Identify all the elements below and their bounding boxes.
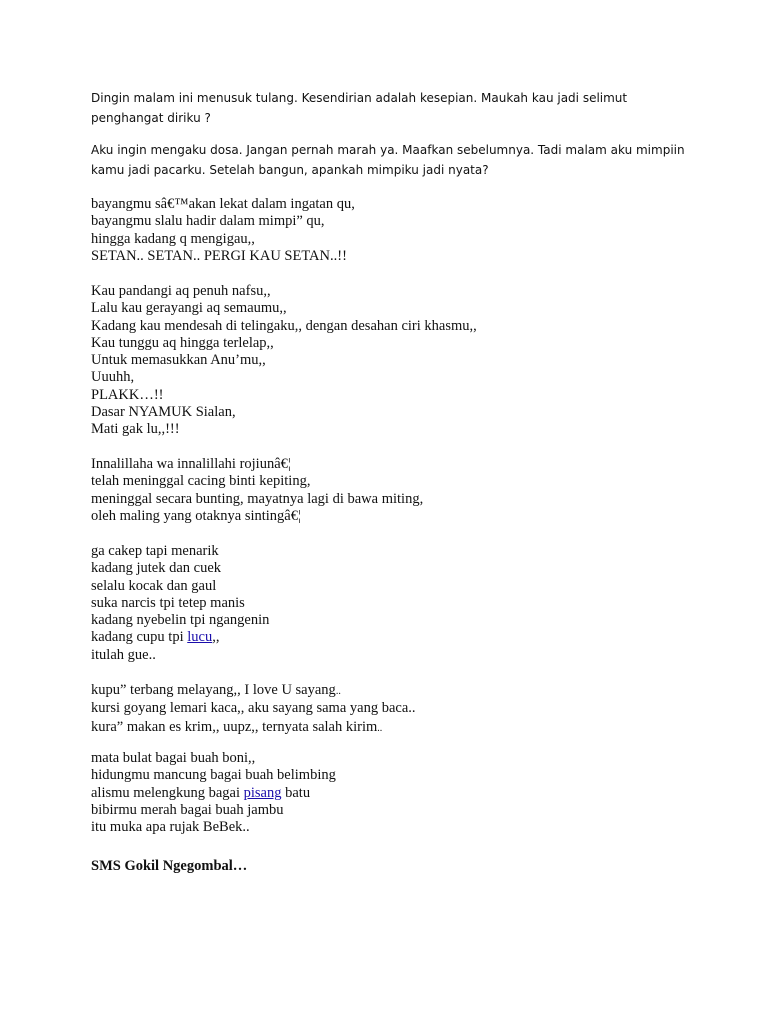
poem-line: bayangmu sâ€™akan lekat dalam ingatan qu, xyxy=(91,196,355,212)
intro-paragraph-2: Aku ingin mengaku dosa. Jangan pernah marah ya. Maafkan sebelumnya. Tadi malam aku mimpiin kamu jadi pacarku. Setelah bangun, apankah mimpiku jadi nyata? xyxy=(91,143,685,177)
pisang-link[interactable]: pisang xyxy=(243,784,282,801)
poem-line-with-link xyxy=(91,785,731,802)
poem-line xyxy=(91,682,731,700)
poem-line-tail: .. xyxy=(335,686,341,697)
poem-line-suffix: batu xyxy=(281,784,311,801)
poem-line-text: kupu” terbang melayang,, I love U sayang xyxy=(91,682,336,698)
stanza-6 xyxy=(91,750,731,836)
poem-line: telah meninggal cacing binti kepiting, xyxy=(91,473,311,490)
intro-paragraph-1: Dingin malam ini menusuk tulang. Kesendirian adalah kesepian. Maukah kau jadi selimut penghangat diriku ? xyxy=(91,91,628,125)
stanza-2 xyxy=(91,283,731,439)
poem-line: hidungmu mancung bagai buah belimbing xyxy=(91,767,336,784)
poem-line xyxy=(91,719,731,737)
poem-line: Innalillaha wa innalillahi rojiunâ€¦ xyxy=(91,456,291,472)
stanza-1 xyxy=(91,196,731,265)
poem-line-text: kura” makan es krim,, uupz,, ternyata salah kirim xyxy=(91,718,378,735)
poem-line: kadang nyebelin tpi ngangenin xyxy=(91,612,270,629)
poem-line: Uuuhh, xyxy=(91,369,135,386)
poem-line-prefix: kadang cupu tpi xyxy=(91,629,188,646)
poem-line: ga cakep tapi menarik xyxy=(91,543,219,559)
stanza-3 xyxy=(91,456,731,525)
poem-line: PLAKK…!! xyxy=(91,386,164,403)
stanza-5 xyxy=(91,682,731,737)
poem-line: SETAN.. SETAN.. PERGI KAU SETAN..!! xyxy=(91,247,347,264)
poem-line: bayangmu slalu hadir dalam mimpi” qu, xyxy=(91,213,325,230)
poem-line-text: kursi goyang lemari kaca,, aku sayang sama yang baca.. xyxy=(91,700,416,717)
poem-line: Lalu kau gerayangi aq semaumu,, xyxy=(91,300,287,317)
poem-line: kadang jutek dan cuek xyxy=(91,560,222,577)
poem-line: Untuk memasukkan Anu’mu,, xyxy=(91,352,266,369)
poem-line: Kau pandangi aq penuh nafsu,, xyxy=(91,283,271,299)
poem-line: itu muka apa rujak BeBek.. xyxy=(91,819,250,836)
poem-line: itulah gue.. xyxy=(91,646,156,663)
poem-line xyxy=(91,700,731,718)
poem-line: meninggal secara bunting, mayatnya lagi di bawa miting, xyxy=(91,490,424,507)
poem-line: hingga kadang q mengigau,, xyxy=(91,230,255,247)
footer-title: SMS Gokil Ngegombal… xyxy=(91,858,248,874)
poem-line-prefix: alismu melengkung bagai xyxy=(91,784,244,801)
poem-line: Kau tunggu aq hingga terlelap,, xyxy=(91,334,274,351)
poem-line: Kadang kau mendesah di telingaku,, dengan desahan ciri khasmu,, xyxy=(91,317,477,334)
lucu-link[interactable]: lucu xyxy=(187,629,213,646)
poem-line: oleh maling yang otaknya sintingâ€¦ xyxy=(91,507,301,524)
poem-line: Mati gak lu,,!!! xyxy=(91,421,180,438)
poem-line: selalu kocak dan gaul xyxy=(91,577,217,594)
poem-line-tail: .. xyxy=(377,722,383,734)
poem-line: mata bulat bagai buah boni,, xyxy=(91,750,256,766)
poem-line-with-link xyxy=(91,629,731,646)
poem-line: bibirmu merah bagai buah jambu xyxy=(91,801,284,818)
poem-line: suka narcis tpi tetep manis xyxy=(91,594,245,611)
poem-line: Dasar NYAMUK Sialan, xyxy=(91,404,236,421)
stanza-4 xyxy=(91,543,731,664)
poem-line-suffix: ,, xyxy=(212,629,220,646)
